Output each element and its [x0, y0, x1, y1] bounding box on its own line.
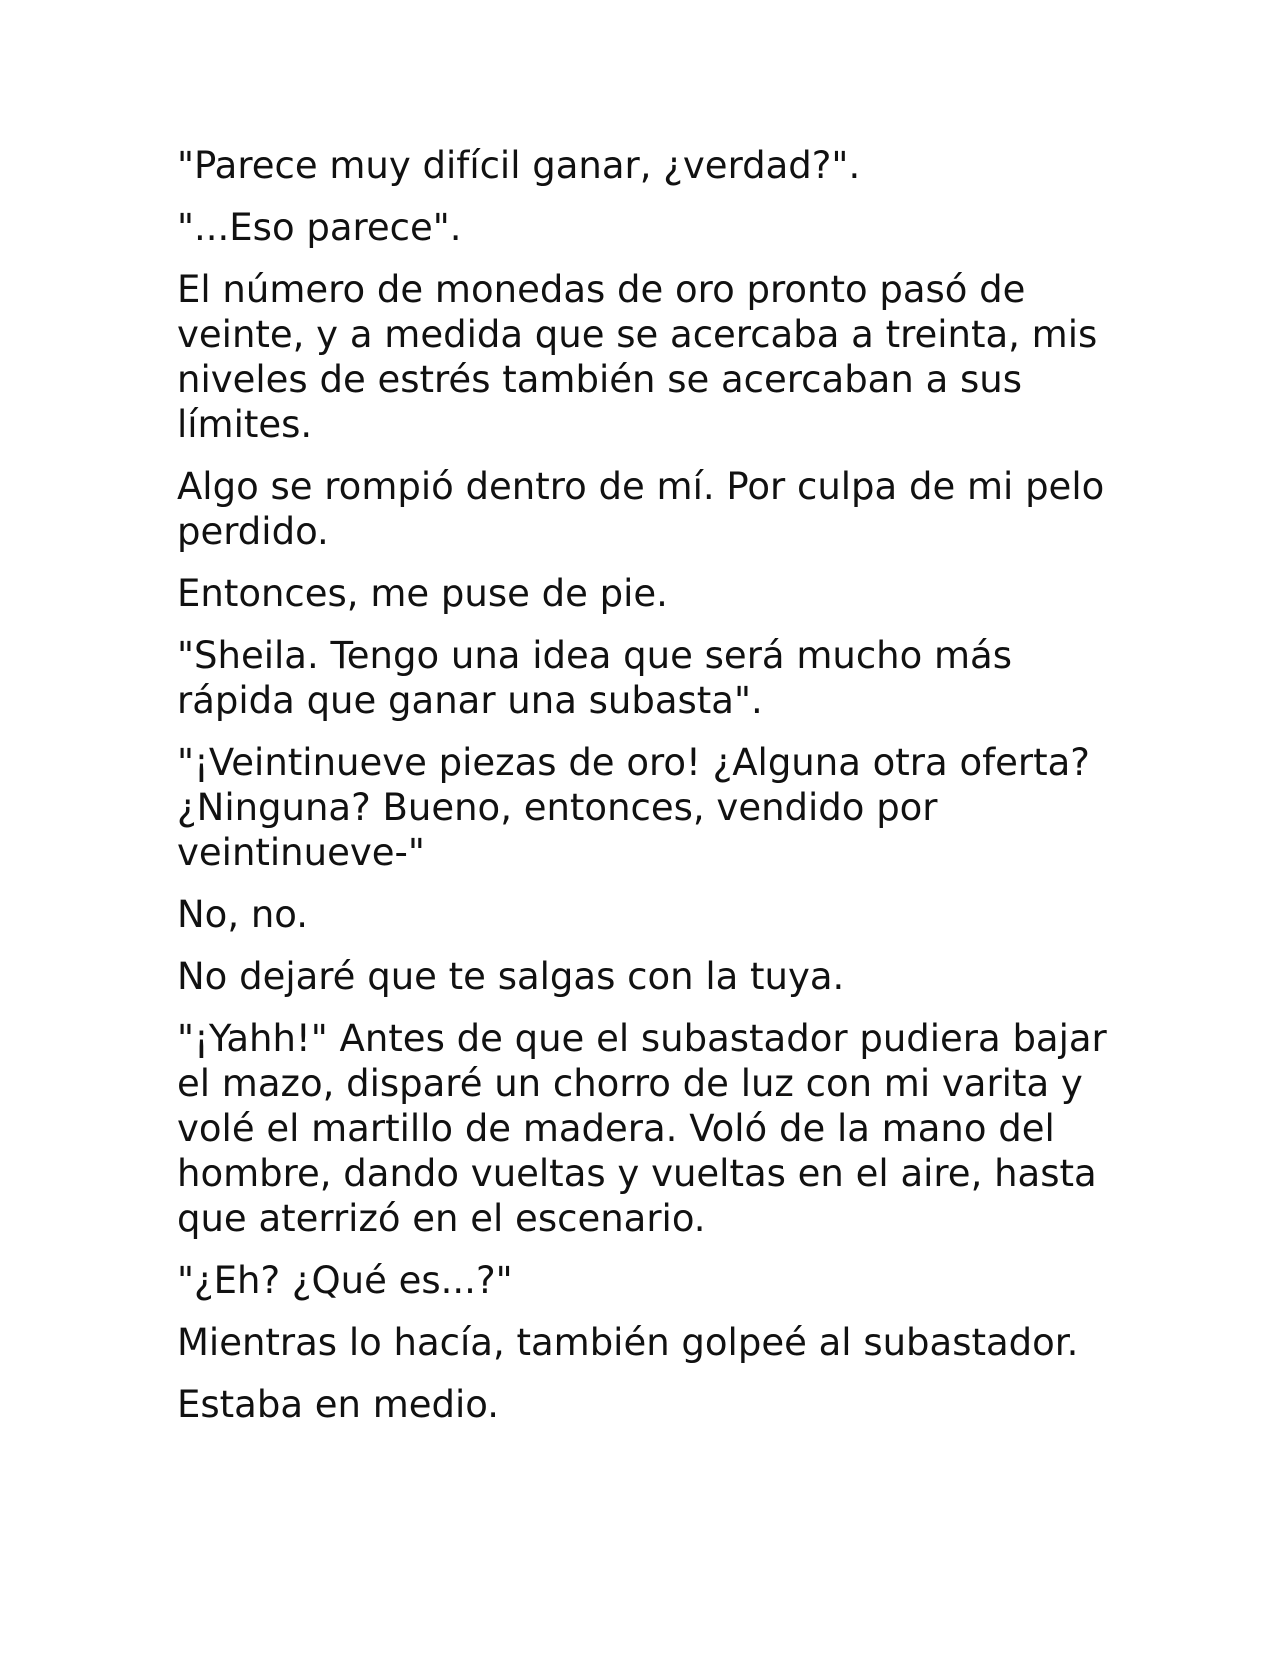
- paragraph: "Parece muy difícil ganar, ¿verdad?".: [177, 144, 861, 187]
- paragraph: No, no.: [177, 893, 309, 936]
- paragraph: Estaba en medio.: [177, 1383, 500, 1426]
- paragraph: "¿Eh? ¿Qué es...?": [177, 1259, 513, 1302]
- paragraph: "...Eso parece".: [177, 206, 462, 249]
- paragraph: No dejaré que te salgas con la tuya.: [177, 955, 845, 998]
- paragraph: Entonces, me puse de pie.: [177, 572, 668, 615]
- paragraph: "¡Veintinueve piezas de oro! ¿Alguna otra oferta? ¿Ninguna? Bueno, entonces, vendido por veintinueve-": [177, 741, 1090, 874]
- paragraph: "Sheila. Tengo una idea que será mucho más rápida que ganar una subasta".: [177, 634, 1013, 722]
- paragraph: El número de monedas de oro pronto pasó de veinte, y a medida que se acercaba a treinta, mis niveles de estrés también se acercaban a sus límites.: [177, 268, 1098, 446]
- paragraph: Algo se rompió dentro de mí. Por culpa de mi pelo perdido.: [177, 465, 1105, 553]
- paragraph: "¡Yahh!" Antes de que el subastador pudiera bajar el mazo, disparé un chorro de luz con mi varita y volé el martillo de madera. Voló de la mano del hombre, dando vueltas y vueltas en el aire, hasta que aterrizó en el escenario.: [177, 1017, 1107, 1240]
- paragraph: Mientras lo hacía, también golpeé al subastador.: [177, 1321, 1079, 1364]
- text-column: [177, 143, 1117, 1444]
